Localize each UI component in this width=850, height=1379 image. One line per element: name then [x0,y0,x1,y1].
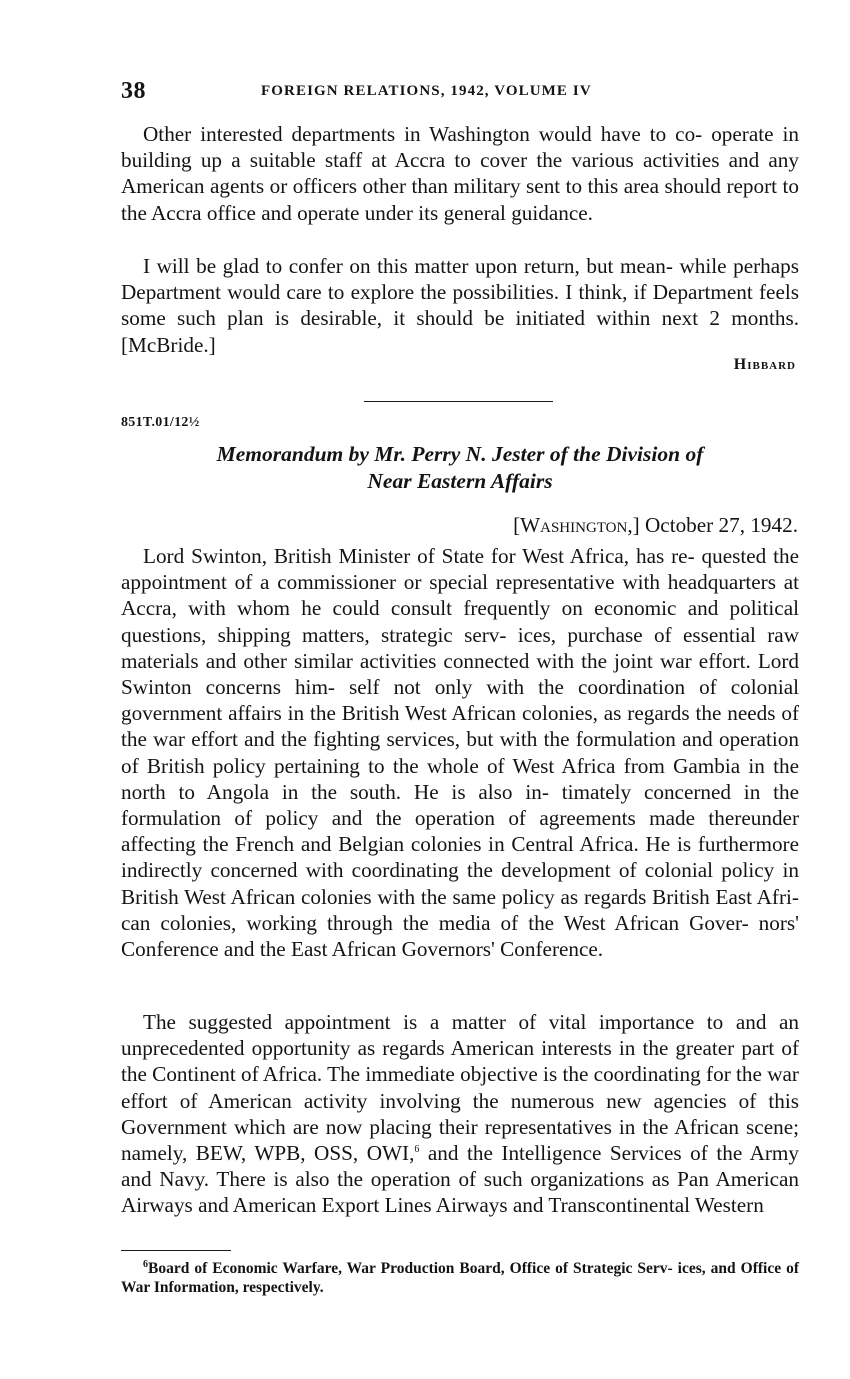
page-number: 38 [121,78,146,104]
memorandum-title-line-1: Memorandum by Mr. Perry N. Jester of the Division of [216,442,704,466]
footnote-text: Board of Economic Warfare, War Production Board, Office of Strategic Serv- ices, and Office of War Information, respectively. [121,1260,799,1296]
footnote-reference: 6 [414,1143,420,1155]
continuation-paragraph-1: Other interested departments in Washington would have to co- operate in building up a suitable staff at Accra to cover the various activities and any American agents or officers other than military sent to this area should report to the Accra office and operate under its general guidance. [121,122,799,225]
memorandum-paragraph-2-part-2: and the Intelligence Services of the Army and Navy. There is also the operation of such organizations as Pan American Airways and American Export Lines Airways and Transcontinental Western [121,1141,799,1218]
dateline [513,513,798,538]
running-title: FOREIGN RELATIONS, 1942, VOLUME IV [261,83,592,99]
footnote [121,1259,799,1297]
memorandum-title-line-2: Near Eastern Affairs [367,468,553,493]
memorandum-paragraph-1: Lord Swinton, British Minister of State for West Africa, has re- quested the appointment of a commissioner or special representative with headquarters at Accra, with whom he could consult frequently on economic and political questions, shipping matters, strategic serv- ices, purchase of essential raw materials and other similar activities connected with the joint war effort. Lord Swinton concerns him- self not only with the coordination of colonial government affairs in the British West African colonies, as regards the needs of the war effort and the fighting services, but with the formulation and operation of British policy pertaining to the whole of West Africa from Gambia in the north to Angola in the south. He is also in- timately concerned in the formulation of policy and the operation of agreements made thereunder affecting the French and Belgian colonies in Central Africa. He is furthermore indirectly concerned with coordinating the development of colonial policy in British West African colonies with the same policy as regards British East Afri- can colonies, working through the media of the West African Gover- nors' Conference and the East African Governors' Conference. [121,544,799,962]
memorandum-paragraph-2-part-1: The suggested appointment is a matter of vital importance to and an unprecedented opportunity as regards American interests in the greater part of the Continent of Africa. The immediate objective is the coordinating for the war effort of American activity involving the numerous new agencies of this Government which are now placing their representatives in the African scene; namely, BEW, WPB, OSS, OWI, [121,1010,799,1166]
signature: Hibbard [733,356,796,373]
section-divider [364,401,553,402]
running-head [121,78,799,110]
dateline-place: [Washington,] [513,513,640,537]
footnote-rule [121,1250,231,1251]
file-number: 851T.01/12½ [121,415,200,430]
footnote-marker: 6 [143,1258,148,1270]
memorandum-paragraph-2 [121,1009,799,1219]
memorandum-title [121,441,799,494]
dateline-date: October 27, 1942. [645,513,798,537]
continuation-paragraph-2: I will be glad to confer on this matter upon return, but mean- while perhaps Department would care to explore the possibilities. I think, if Department feels some such plan is desirable, it should be initiated within next 2 months. [McBride.] [121,254,799,357]
